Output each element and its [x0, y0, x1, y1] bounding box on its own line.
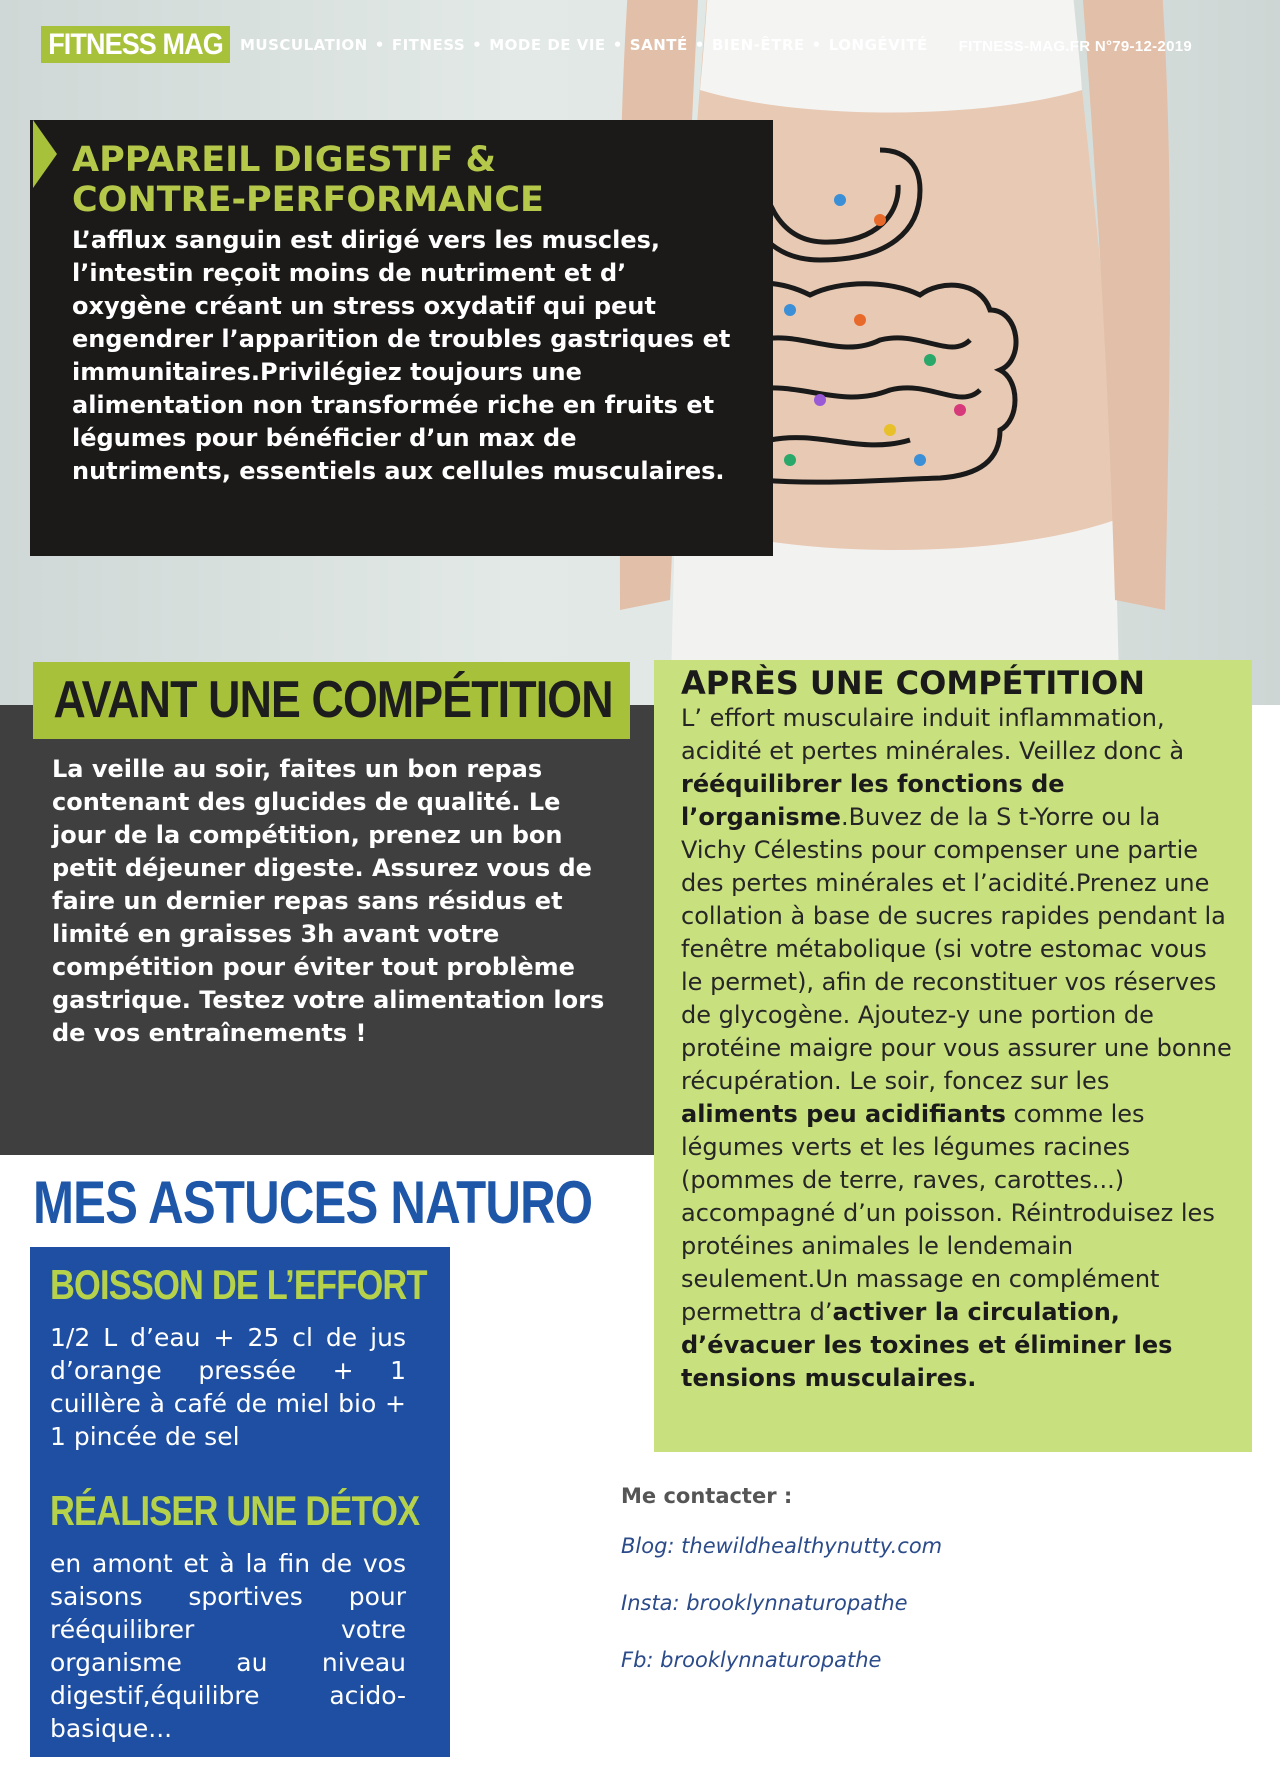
- intro-title-line-1: APPAREIL DIGESTIF &: [72, 140, 497, 180]
- detox-text: en amont et à la fin de vos saisons sportives pour rééquilibrer votre organisme au niveau digestif,équilibre acido-basique...: [50, 1549, 406, 1743]
- intro-box: [30, 120, 773, 556]
- nav-item-mode-de-vie[interactable]: MODE DE VIE: [489, 36, 606, 54]
- naturo-box: [30, 1247, 450, 1757]
- contact-insta-link[interactable]: Insta: brooklynnaturopathe: [621, 1591, 908, 1615]
- nav-item-sante[interactable]: SANTÉ: [629, 36, 688, 54]
- apres-title: APRÈS UNE COMPÉTITION: [681, 664, 1145, 702]
- nav-item-musculation[interactable]: MUSCULATION: [240, 36, 368, 54]
- apres-highlight-1: rééquilibrer les fonctions de l’organisme: [681, 770, 1065, 831]
- nav-separator: •: [612, 36, 623, 54]
- intro-text: L’afflux sanguin est dirigé vers les muscles, l’intestin reçoit moins de nutriment et d’ oxygène créant un stress oxydatif qui peut engendrer l’apparition de troubles gastriques et immunitaires.Privilégiez toujours une alimentation non transformée riche en fruits et légumes pour bénéficier d’un max de nutriments, essentiels aux cellules musculaires.: [72, 226, 731, 485]
- naturo-title: MES ASTUCES NATURO: [33, 1169, 593, 1236]
- nav-item-bien-etre[interactable]: BIEN-ÊTRE: [711, 36, 805, 54]
- nav-separator: •: [374, 36, 385, 54]
- apres-highlight-3: activer la circulation, d’évacuer les toxines et éliminer les tensions musculaires.: [681, 1298, 1173, 1392]
- top-navigation: [240, 36, 928, 54]
- boisson-text: 1/2 L d’eau + 25 cl de jus d’orange pressée + 1 cuillère à café de miel bio + 1 pincée de sel: [50, 1323, 406, 1451]
- nav-item-fitness[interactable]: FITNESS: [391, 36, 466, 54]
- detox-title: RÉALISER UNE DÉTOX: [50, 1487, 420, 1534]
- avant-title-box: [33, 662, 630, 739]
- apres-text: [681, 702, 1232, 1395]
- contact-card: [603, 1462, 1027, 1706]
- apres-text-part-3: comme les légumes verts et les légumes racines (pommes de terre, raves, carottes...) accompagné d’un poisson. Réintroduisez les protéines animales le lendemain seulement.Un massage en complément permettra d’: [681, 1100, 1215, 1326]
- contact-title: Me contacter :: [621, 1484, 793, 1508]
- nav-separator: •: [694, 36, 705, 54]
- contact-blog-link[interactable]: Blog: thewildhealthynutty.com: [621, 1534, 943, 1558]
- boisson-title: BOISSON DE L’EFFORT: [50, 1261, 427, 1308]
- apres-highlight-2: aliments peu acidifiants: [681, 1100, 1006, 1128]
- intro-title: [72, 140, 739, 220]
- nav-item-longevite[interactable]: LONGÉVITÉ: [828, 36, 928, 54]
- nav-separator: •: [472, 36, 483, 54]
- masthead-logo[interactable]: FITNESS MAG: [41, 26, 230, 63]
- apres-box: [654, 660, 1252, 1452]
- avant-title: AVANT UNE COMPÉTITION: [38, 665, 543, 736]
- nav-separator: •: [811, 36, 822, 54]
- issue-number: FITNESS-MAG.FR N°79-12-2019: [958, 38, 1192, 55]
- apres-text-part-1: L’ effort musculaire induit inflammation, acidité et pertes minérales. Veillez donc à: [681, 704, 1185, 765]
- intro-title-line-2: CONTRE-PERFORMANCE: [72, 180, 544, 220]
- contact-fb-link[interactable]: Fb: brooklynnaturopathe: [621, 1648, 882, 1672]
- arrow-marker-icon: [33, 120, 57, 188]
- apres-text-part-2: .Buvez de la S t-Yorre ou la Vichy Célestins pour compenser une partie des pertes minérales et l’acidité.Prenez une collation à base de sucres rapides pendant la fenêtre métabolique (si votre estomac vous le permet), afin de reconstituer vos réserves de glycogène. Ajoutez-y une portion de protéine maigre pour vous assurer une bonne récupération. Le soir, foncez sur les: [681, 803, 1232, 1095]
- avant-text: La veille au soir, faites un bon repas contenant des glucides de qualité. Le jour de la compétition, prenez un bon petit déjeuner digeste. Assurez vous de faire un dernier repas sans résidus et limité en graisses 3h avant votre compétition pour éviter tout problème gastrique. Testez votre alimentation lors de vos entraînements !: [52, 755, 605, 1047]
